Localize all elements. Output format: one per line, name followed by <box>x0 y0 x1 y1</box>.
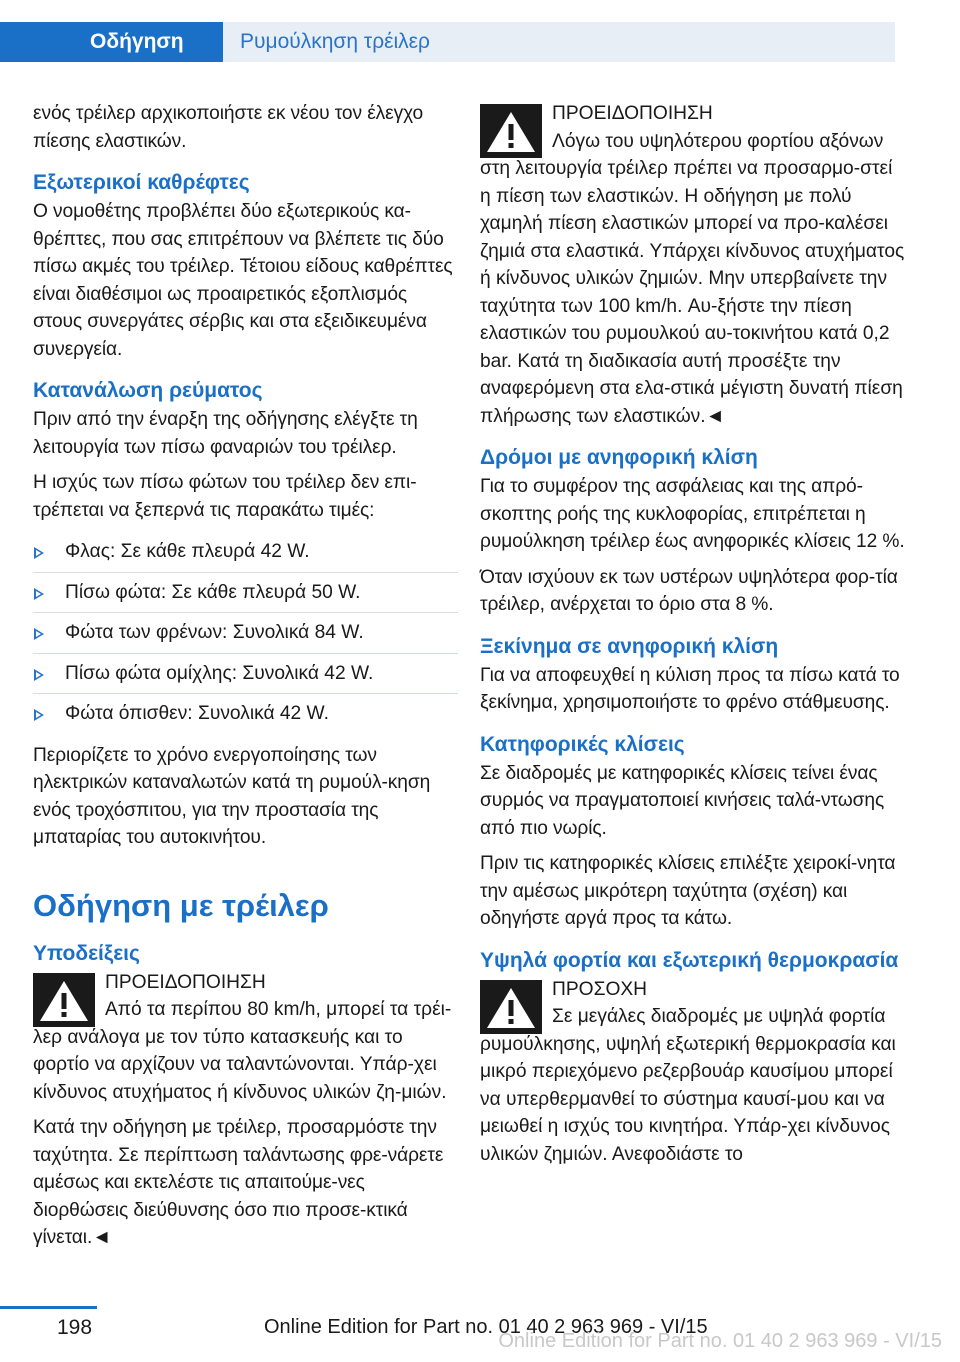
warning-triangle-icon <box>33 973 95 1027</box>
watermark: Online Edition for Part no. 01 40 2 963 969 - VI/15 <box>498 1330 942 1352</box>
heading-hints: Υποδείξεις <box>33 941 140 965</box>
triangle-bullet-icon <box>34 547 44 559</box>
page-number: 198 <box>57 1316 93 1339</box>
tab-driving[interactable]: Οδήγηση <box>0 22 223 62</box>
heading-high-loads-temperature: Υψηλά φορτία και εξωτερική θερμοκρασία <box>480 948 899 972</box>
list-item: Πίσω φώτα: Σε κάθε πλευρά 50 W. <box>33 573 458 614</box>
right-column <box>480 100 905 1176</box>
heading-exterior-mirrors: Εξωτερικοί καθρέφτες <box>33 171 250 194</box>
warning-text: Από τα περίπου 80 km/h, μπορεί τα τρέι‐λερ ανάλογα με τον τύπο κατασκευής και το φορτίο να αρχίζουν να ταλαντώνονται. Υπάρ‐χει κίνδυνος ατυχήματος ή κίνδυνος υλικών ζη‐μιών. <box>33 999 452 1103</box>
page-header <box>0 0 960 62</box>
warning-triangle-icon <box>480 104 542 158</box>
triangle-bullet-icon <box>34 628 44 640</box>
tab-trailer-towing[interactable]: Ρυμούλκηση τρέιλερ <box>223 22 895 62</box>
list-item: Φώτα των φρένων: Συνολικά 84 W. <box>33 613 458 654</box>
triangle-bullet-icon <box>34 588 44 600</box>
list-item: Πίσω φώτα ομίχλης: Συνολικά 42 W. <box>33 654 458 695</box>
list-item: Φλας: Σε κάθε πλευρά 42 W. <box>33 532 458 573</box>
paragraph-mirrors: Ο νομοθέτης προβλέπει δύο εξωτερικούς κα‐θρέπτες, που σας επιτρέπουν να βλέπετε τις δύο πίσω ακμές του τρέιλερ. Τέτοιου είδους καθρέπτες είναι διαθέσιμοι ως προαιρετικός εξοπλισμός στους συνεργάτες σέρβις και στα εξειδικευμένα συνεργεία. <box>33 201 453 360</box>
warning-triangle-icon <box>480 980 542 1034</box>
heading-uphill-roads: Δρόμοι με ανηφορική κλίση <box>480 446 758 469</box>
intro-paragraph: ενός τρέιλερ αρχικοποιήστε εκ νέου τον έλεγχο πίεσης ελαστικών. <box>33 103 424 152</box>
warning-box-tire-pressure <box>480 100 905 430</box>
paragraph-downhill-1: Σε διαδρομές με κατηφορικές κλίσεις τείνει ένας συρμός να πραγματοποιεί κινήσεις ταλά‐ντωσης από πιο νωρίς. <box>480 762 885 839</box>
paragraph-power-3: Περιορίζετε το χρόνο ενεργοποίησης των ηλεκτρικών καταναλωτών κατά τη ρυμούλ‐κηση ενός τροχόσπιτου, για την προστασία της μπαταρίας του αυτοκινήτου. <box>33 744 431 848</box>
paragraph-uphill-2: Όταν ισχύουν εκ των υστέρων υψηλότερα φορ‐τία τρέιλερ, ανέρχεται το όριο στα 8 %. <box>480 566 898 615</box>
section-title-driving-with-trailer: Οδήγηση με τρέιλερ <box>33 887 329 923</box>
heading-downhill: Κατηφορικές κλίσεις <box>480 732 685 756</box>
triangle-bullet-icon <box>34 709 44 721</box>
warning-text: Λόγω του υψηλότερου φορτίου αξόνων στη λειτουργία τρέιλερ πρέπει να προσαρμο‐στεί η πίεση των ελαστικών. Η οδήγηση με πολύ χαμηλή πίεση ελαστικών μπορεί να προ‐καλέσει ζημιά στα ελαστικά. Υπάρχει κίνδυνος ατυχήματος ή κίνδυνος υλικών ζημιών. Μην υπερβαίνετε την ταχύτητα των 100 km/h. Αυ‐ξήστε την πίεση ελαστικών του ρυμουλκού αυ‐τοκινήτου κατά 0,2 bar. Κατά τη διαδικασία αυτή προσέξτε την αναφερόμενη στα ελα‐στικά μέγιστη δυνατή πίεση πλήρωσης των ελαστικών.◄ <box>480 130 905 427</box>
paragraph-hints: Κατά την οδήγηση με τρέιλερ, προσαρμόστε την ταχύτητα. Σε περίπτωση ταλάντωσης φρε‐νάρετε αμέσως και εκτελέστε τις απαιτούμε‐νες διορθώσεις διεύθυνσης όσο πιο προσε‐κτικά γίνεται.◄ <box>33 1117 444 1248</box>
caution-title: ΠΡΟΣΟΧΗ <box>552 978 648 1000</box>
paragraph-downhill-2: Πριν τις κατηφορικές κλίσεις επιλέξτε χειροκί‐νητα την αμέσως μικρότερη ταχύτητα (σχέση) και οδηγήστε αργά προς τα κάτω. <box>480 853 896 929</box>
list-item: Φώτα όπισθεν: Συνολικά 42 W. <box>33 694 458 734</box>
lamp-limits-list <box>33 532 458 734</box>
paragraph-power-1: Πριν από την έναρξη της οδήγησης ελέγξτε τη λειτουργία των πίσω φαναριών του τρέιλερ. <box>33 409 418 458</box>
footer-rule <box>0 1306 97 1309</box>
edition-note: Online Edition for Part no. 01 40 2 963 969 - VI/15 <box>264 1316 708 1338</box>
paragraph-hill-start: Για να αποφευχθεί η κύλιση προς τα πίσω κατά το ξεκίνημα, χρησιμοποιήστε το φρένο στάθμευσης. <box>480 664 900 713</box>
warning-title: ΠΡΟΕΙΔΟΠΟΙΗΣΗ <box>105 971 266 993</box>
paragraph-power-2: Η ισχύς των πίσω φώτων του τρέιλερ δεν επι‐τρέπεται να ξεπερνά τις παρακάτω τιμές: <box>33 472 417 521</box>
heading-hill-start: Ξεκίνημα σε ανηφορική κλίση <box>480 634 779 658</box>
caution-text: Σε μεγάλες διαδρομές με υψηλά φορτία ρυμούλκησης, υψηλή εξωτερική θερμοκρασία και μικρό περιεχόμενο ρεζερβουάρ καυσίμου μπορεί να υπερθερμανθεί το σύστημα καυσί‐μου και να μειωθεί η ισχύς του κινητήρα. Υπάρ‐χει κίνδυνος υλικών ζημιών. Ανεφοδιάστε το <box>480 1006 896 1165</box>
left-column <box>33 100 458 1260</box>
warning-title: ΠΡΟΕΙΔΟΠΟΙΗΣΗ <box>552 103 713 124</box>
caution-box-fuel-system <box>480 976 905 1169</box>
heading-power-consumption: Κατανάλωση ρεύματος <box>33 379 263 402</box>
paragraph-uphill-1: Για το συμφέρον της ασφάλειας και της απρό‐σκοπτης ροής της κυκλοφορίας, επιτρέπεται η ρυμούλκηση τρέιλερ έως ανηφορικές κλίσεις 12 %. <box>480 476 905 552</box>
warning-box-speed <box>33 969 458 1107</box>
triangle-bullet-icon <box>34 669 44 681</box>
